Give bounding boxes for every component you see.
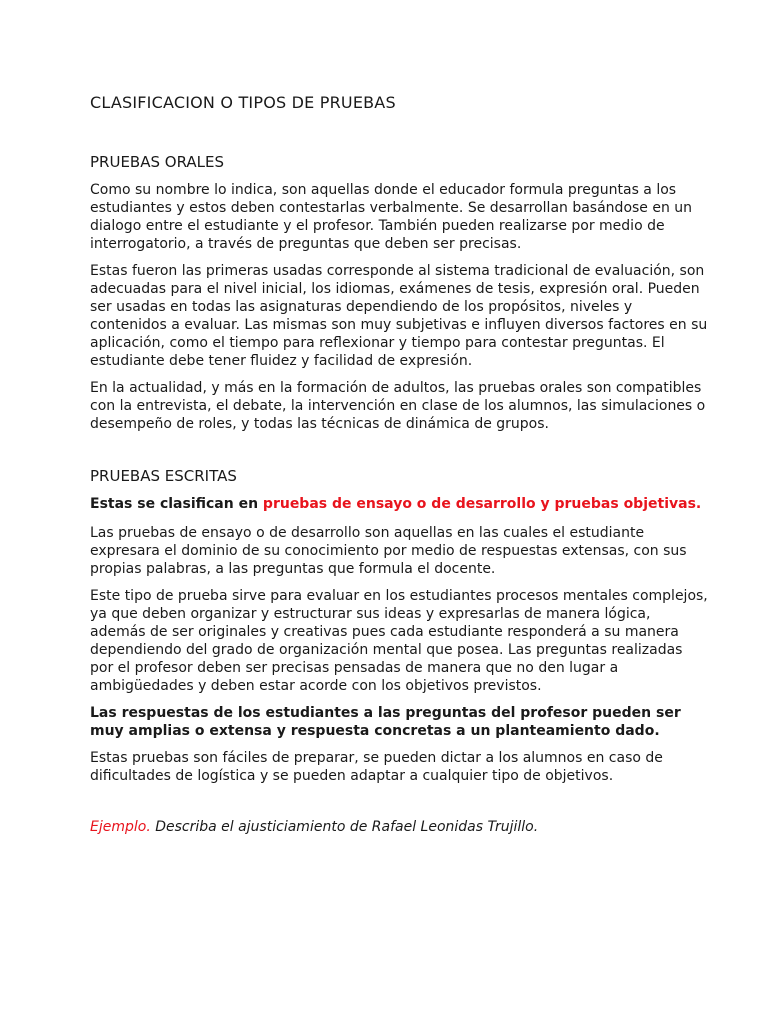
- example-text: Describa el ajusticiamiento de Rafael Leonidas Trujillo.: [150, 819, 539, 835]
- paragraph-escritas-3: Estas pruebas son fáciles de preparar, se pueden dictar a los alumnos en caso de dificultades de logística y se pueden adaptar a cualquier tipo de objetivos.: [90, 750, 663, 784]
- section-heading-orales: PRUEBAS ORALES: [90, 153, 225, 171]
- example-label: Ejemplo: [90, 819, 147, 835]
- lead-highlight: pruebas de ensayo o de desarrollo y pruebas objetivas: [262, 496, 696, 512]
- example-line: [90, 818, 708, 836]
- section-pruebas-orales: [90, 152, 708, 433]
- lead-prefix: Estas se clasifican en: [90, 496, 263, 512]
- section-heading-escritas: PRUEBAS ESCRITAS: [90, 467, 237, 485]
- lead-suffix: .: [695, 496, 702, 512]
- paragraph-escritas-2: Este tipo de prueba sirve para evaluar en los estudiantes procesos mentales complejos, ya que deben organizar y estructurar sus ideas y expresarlas de manera lógica, además de ser originales y creativas pues cada estudiante responderá a su manera dependiendo del grado de organización mental que posea. Las preguntas realizadas por el profesor deben ser precisas pensadas de manera que no den lugar a ambigüedades y deben estar acorde con los objetivos previstos.: [90, 588, 708, 694]
- page-title: CLASIFICACION O TIPOS DE PRUEBAS: [90, 93, 396, 112]
- paragraph-escritas-bold: Las respuestas de los estudiantes a las preguntas del profesor pueden ser muy amplias o extensa y respuesta concretas a un planteamiento dado.: [90, 705, 681, 739]
- example-label-suffix: .: [146, 819, 151, 835]
- paragraph-escritas-lead: [90, 495, 708, 513]
- paragraph-orales-2: Estas fueron las primeras usadas corresponde al sistema tradicional de evaluación, son adecuadas para el nivel inicial, los idiomas, exámenes de tesis, expresión oral. Pueden ser usadas en todas las asignaturas dependiendo de los propósitos, niveles y contenidos a evaluar. Las mismas son muy subjetivas e influyen diversos factores en su aplicación, como el tiempo para reflexionar y tiempo para contestar preguntas. El estudiante debe tener fluidez y facilidad de expresión.: [90, 263, 708, 369]
- section-pruebas-escritas: [90, 466, 708, 785]
- paragraph-orales-3: En la actualidad, y más en la formación de adultos, las pruebas orales son compatibles con la entrevista, el debate, la intervención en clase de los alumnos, las simulaciones o desempeño de roles, y todas las técnicas de dinámica de grupos.: [90, 380, 706, 432]
- section-spacer: [90, 442, 708, 466]
- paragraph-escritas-1: Las pruebas de ensayo o de desarrollo son aquellas en las cuales el estudiante expresara el dominio de su conocimiento por medio de respuestas extensas, con sus propias palabras, a las preguntas que formula el docente.: [90, 525, 687, 577]
- paragraph-orales-1: Como su nombre lo indica, son aquellas donde el educador formula preguntas a los estudiantes y estos deben contestarlas verbalmente. Se desarrollan basándose en un dialogo entre el estudiante y el profesor. También pueden realizarse por medio de interrogatorio, a través de preguntas que deben ser precisas.: [90, 182, 693, 252]
